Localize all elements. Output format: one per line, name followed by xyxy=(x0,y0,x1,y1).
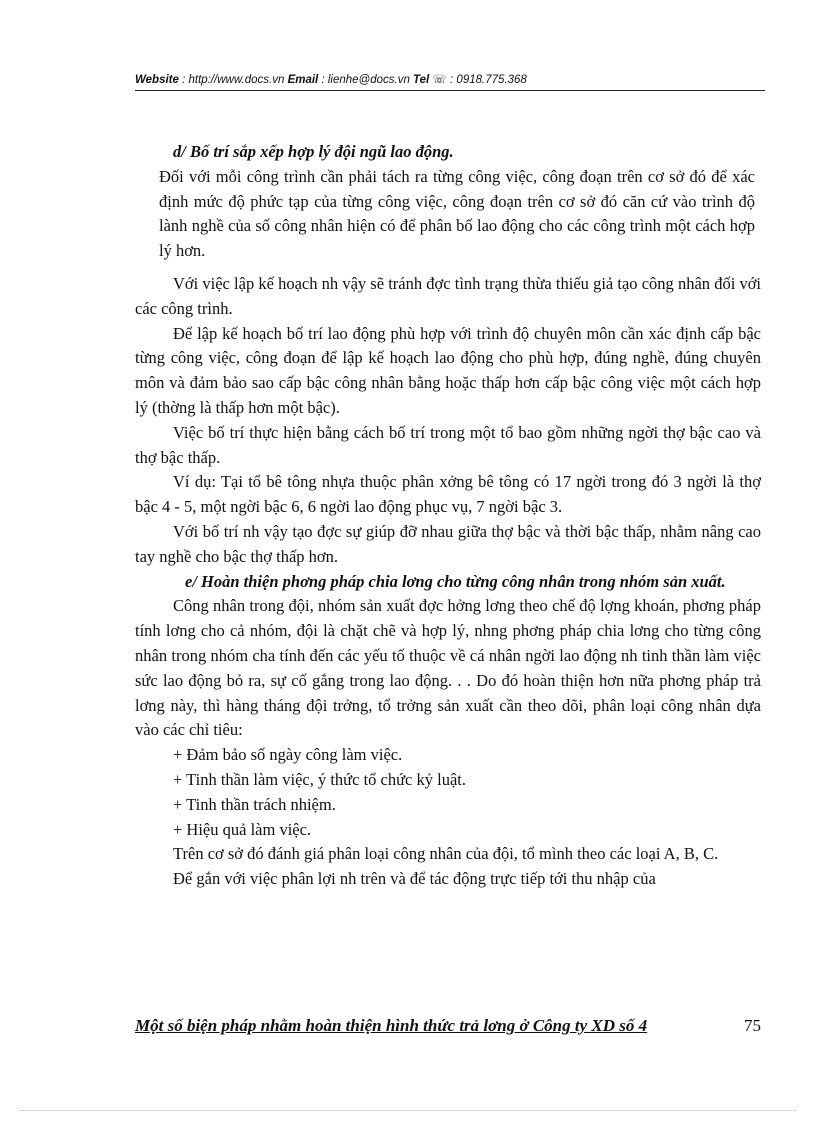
section-d-heading: d/ Bố trí sắp xếp hợp lý đội ngũ lao động. xyxy=(173,142,454,161)
paragraph: Công nhân trong đội, nhóm sản xuất đợc hởng lơng theo chế độ lợng khoán, phơng pháp tính lơng cho cả nhóm, đội là chặt chẽ và hợp lý, nhng phơng pháp chia lơng cho từng công nhân trong nhóm cha tính đến các yếu tố thuộc về cá nhân ngời lao động nh tinh thần làm việc sức lao động bỏ ra, sự cố gắng trong lao động. . . Do đó hoàn thiện hơn nữa phơng pháp trả lơng này, thì hàng tháng đội trởng, tổ trởng sản xuất cần theo dõi, phân loại công nhân dựa vào các chỉ tiêu: xyxy=(135,596,761,740)
paragraph: Với bố trí nh vậy tạo đợc sự giúp đỡ nhau giữa thợ bậc và thời bậc thấp, nhằm nâng cao tay nghề cho bậc thợ thấp hơn. xyxy=(135,521,761,566)
page-number: 75 xyxy=(744,1016,761,1035)
paragraph: Với việc lập kế hoạch nh vậy sẽ tránh đợc tình trạng thừa thiếu giả tạo công nhân đối với các công trình. xyxy=(135,273,761,318)
section-d-box xyxy=(135,140,761,264)
list-item: + Tinh thần làm việc, ý thức tổ chức kỷ luật. xyxy=(173,769,466,789)
paragraph: Ví dụ: Tại tổ bê tông nhựa thuộc phân xởng bê tông có 17 ngời trong đó 3 ngời là thợ bậc 4 - 5, một ngời bậc 6, 6 ngời lao động phục vụ, 7 ngời bậc 3. xyxy=(135,472,761,517)
tel-label: Tel xyxy=(413,74,430,86)
paragraph: Việc bố trí thực hiện bằng cách bố trí trong một tổ bao gồm những ngời thợ bậc cao và thợ bậc thấp. xyxy=(135,422,761,467)
phone-icon: ☏ xyxy=(432,74,447,86)
list-item: + Tinh thần trách nhiệm. xyxy=(173,794,336,814)
section-e-heading: e/ Hoàn thiện phơng pháp chia lơng cho từng công nhân trong nhóm sản xuất. xyxy=(185,571,726,591)
section-d-intro: Đối với mỗi công trình cần phải tách ra từng công việc, công đoạn trên cơ sở đó để xác định mức độ phức tạp của từng công việc, công đoạn trên cơ sở đó căn cứ vào trình độ lành nghề của số công nhân hiện có để phân bố lao động cho các công trình một cách hợp lý hơn. xyxy=(159,166,755,261)
tel-value: : 0918.775.368 xyxy=(450,74,527,86)
footer-title: Một số biện pháp nhằm hoàn thiện hình thức trả lơng ở Công ty XD số 4 xyxy=(135,1016,648,1035)
paragraph: Để gắn với việc phân lợi nh trên và để tác động trực tiếp tới thu nhập của xyxy=(173,869,656,889)
page-footer xyxy=(135,1016,761,1036)
page-header xyxy=(135,72,765,91)
email-label: Email xyxy=(287,74,319,86)
list-item: + Hiệu quả làm việc. xyxy=(173,819,312,839)
bottom-divider xyxy=(20,1110,796,1111)
list-item: + Đảm bảo số ngày công làm việc. xyxy=(173,745,403,765)
email-value[interactable]: : lienhe@docs.vn xyxy=(321,74,410,86)
website-label: Website xyxy=(135,74,179,86)
document-body xyxy=(135,140,761,892)
paragraph: Để lập kế hoạch bố trí lao động phù hợp với trình độ chuyên môn cần xác định cấp bậc từng công việc, công đoạn để lập kế hoạch lao động cho phù hợp, đúng nghề, đúng chuyên môn và đảm bảo sao cấp bậc công nhân bằng hoặc thấp hơn cấp bậc công việc một cách hợp lý (thờng là thấp hơn một bậc). xyxy=(135,323,761,417)
paragraph: Trên cơ sở đó đánh giá phân loại công nhân của đội, tổ mình theo các loại A, B, C. xyxy=(173,844,719,864)
criteria-list xyxy=(135,743,761,842)
website-value[interactable]: : http://www.docs.vn xyxy=(182,74,285,86)
